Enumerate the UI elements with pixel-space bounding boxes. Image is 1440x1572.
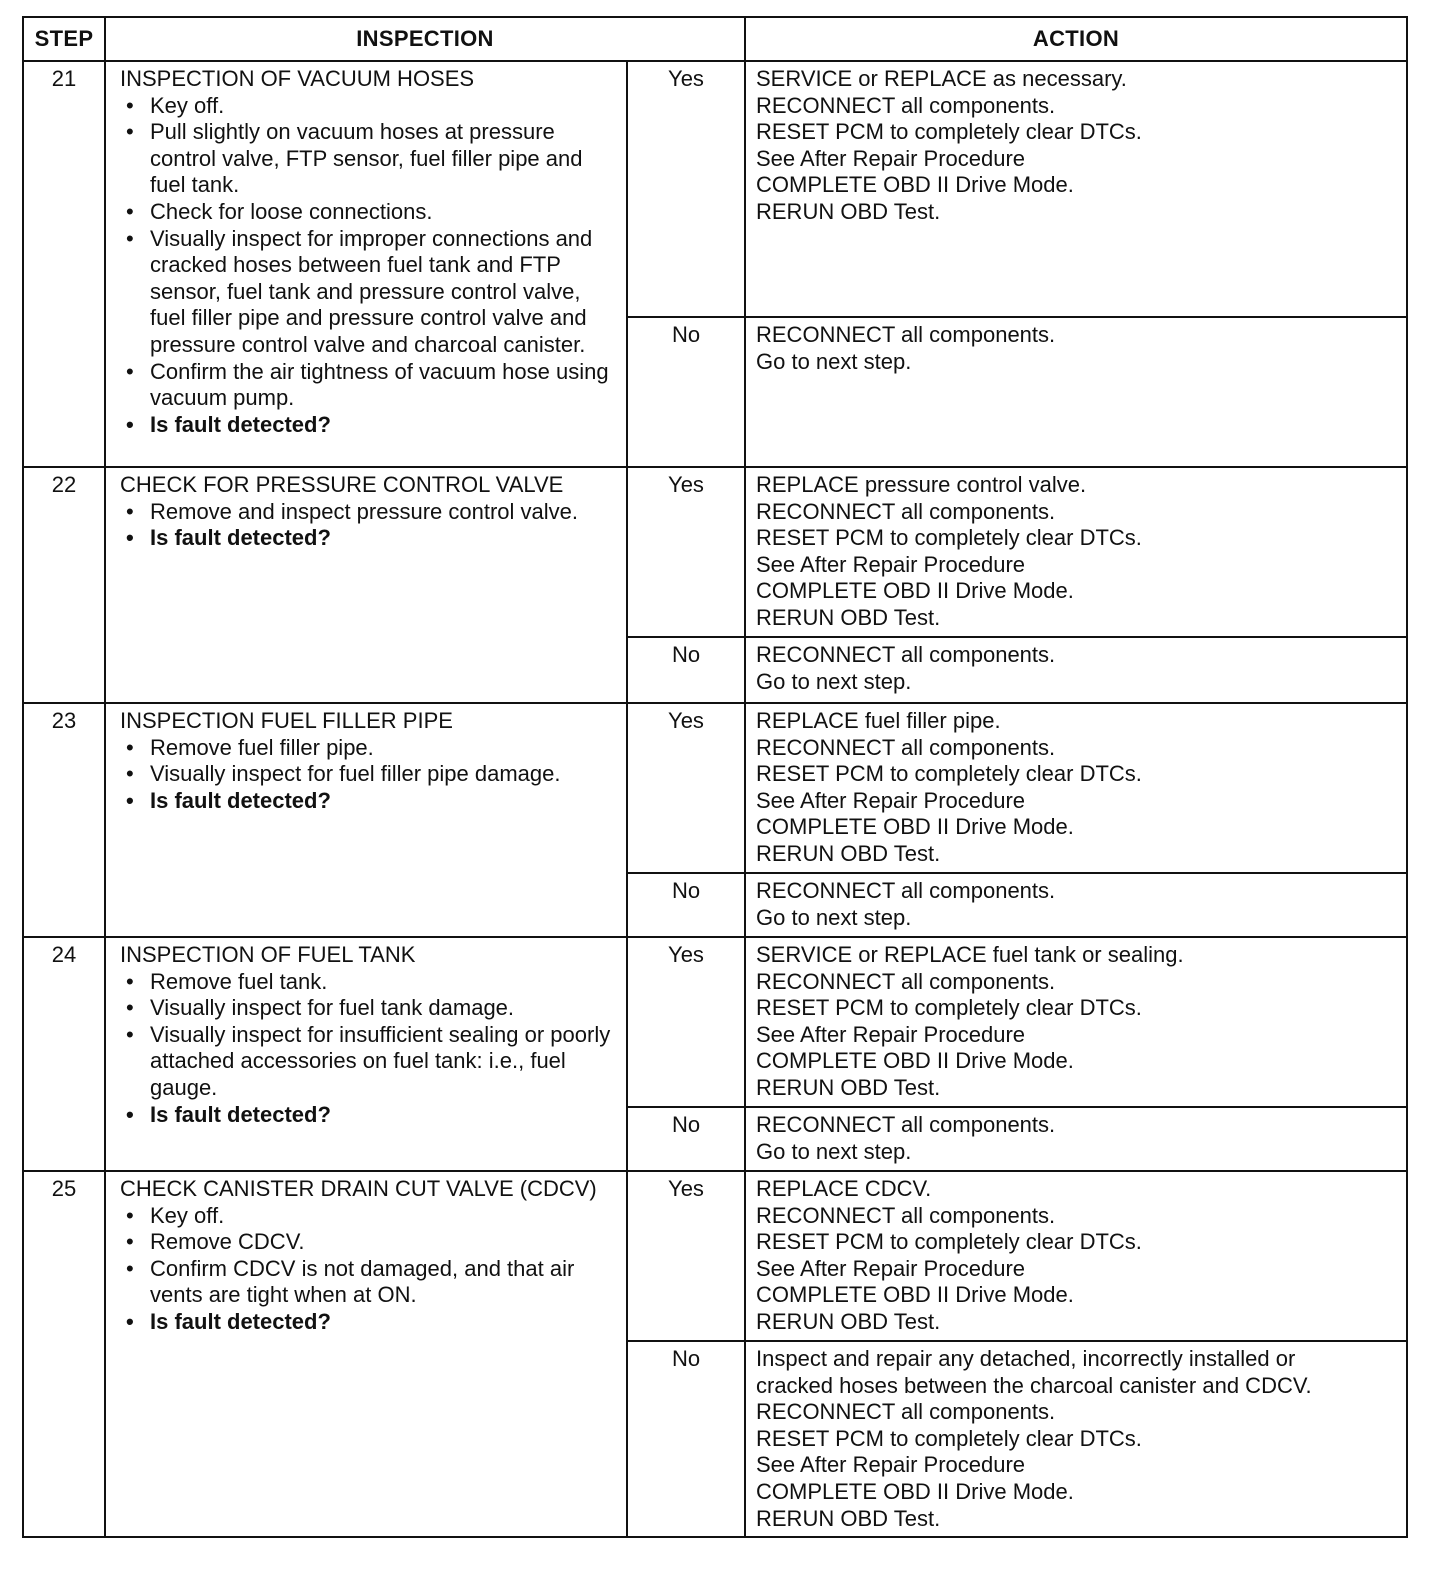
no-label: No (627, 637, 745, 703)
inspection-cell (105, 937, 627, 1171)
diagnostic-page (22, 16, 1406, 1538)
action-line: SERVICE or REPLACE as necessary. (756, 66, 1127, 91)
action-line: COMPLETE OBD II Drive Mode. (756, 1282, 1074, 1308)
step-number: 24 (23, 937, 105, 1171)
action-header: ACTION (745, 17, 1407, 61)
action-line: RESET PCM to completely clear DTCs. (756, 119, 1142, 145)
step-number: 25 (23, 1171, 105, 1537)
action-line: Go to next step. (756, 668, 912, 694)
inspection-step: • Visually inspect for insufficient sealing or poorly attached accessories on fuel tank: i.e., fuel gauge. (120, 1022, 616, 1102)
step-number: 22 (23, 467, 105, 703)
inspection-step: • Key off. (120, 93, 616, 120)
yes-actions (745, 467, 1407, 637)
action-line: REPLACE pressure control valve. (756, 472, 1087, 497)
no-label: No (627, 1107, 745, 1171)
action-line: RESET PCM to completely clear DTCs. (756, 1425, 1142, 1451)
inspection-cell (105, 467, 627, 703)
no-label: No (627, 873, 745, 937)
inspection-step: • Confirm the air tightness of vacuum hose using vacuum pump. (120, 359, 616, 412)
action-line: RESET PCM to completely clear DTCs. (756, 995, 1142, 1021)
inspection-step: • Remove fuel filler pipe. (120, 735, 616, 762)
yes-label: Yes (627, 1171, 745, 1341)
inspection-title: CHECK FOR PRESSURE CONTROL VALVE (120, 472, 564, 497)
yes-actions (745, 703, 1407, 873)
inspection-step: • Check for loose connections. (120, 199, 616, 226)
inspection-steps (120, 735, 616, 815)
no-actions (745, 1107, 1407, 1171)
action-line: REPLACE fuel filler pipe. (756, 708, 1001, 733)
inspection-cell (105, 1171, 627, 1537)
yes-label: Yes (627, 61, 745, 317)
action-line: Inspect and repair any detached, incorrectly installed or (756, 1346, 1296, 1371)
action-line: COMPLETE OBD II Drive Mode. (756, 172, 1074, 198)
step-row-yes (23, 1171, 1407, 1341)
yes-actions (745, 1171, 1407, 1341)
no-actions (745, 317, 1407, 467)
action-line: REPLACE CDCV. (756, 1176, 932, 1201)
no-actions (745, 1341, 1407, 1537)
inspection-title: INSPECTION OF FUEL TANK (120, 942, 416, 967)
inspection-step: • Key off. (120, 1203, 616, 1230)
fault-question: • Is fault detected? (120, 412, 616, 439)
action-line: Go to next step. (756, 904, 912, 930)
action-line: RESET PCM to completely clear DTCs. (756, 525, 1142, 551)
fault-question: • Is fault detected? (120, 788, 616, 815)
action-line: RECONNECT all components. (756, 1202, 1056, 1228)
fault-question: • Is fault detected? (120, 1309, 616, 1336)
action-line: See After Repair Procedure (756, 1021, 1026, 1047)
action-line: See After Repair Procedure (756, 1452, 1026, 1478)
action-line: COMPLETE OBD II Drive Mode. (756, 814, 1074, 840)
header-row (23, 17, 1407, 61)
action-line: RESET PCM to completely clear DTCs. (756, 761, 1142, 787)
step-number: 23 (23, 703, 105, 937)
fault-question: • Is fault detected? (120, 1102, 616, 1129)
inspection-step: • Visually inspect for fuel filler pipe damage. (120, 761, 616, 788)
action-line: RECONNECT all components. (756, 878, 1056, 903)
inspection-step: • Remove CDCV. (120, 1229, 616, 1256)
action-line: RECONNECT all components. (756, 498, 1056, 524)
action-line: RERUN OBD Test. (756, 1308, 941, 1334)
inspection-step: • Visually inspect for fuel tank damage. (120, 995, 616, 1022)
inspection-steps (120, 93, 616, 439)
inspection-title: INSPECTION OF VACUUM HOSES (120, 66, 475, 91)
action-line: SERVICE or REPLACE fuel tank or sealing. (756, 942, 1184, 967)
no-label: No (627, 1341, 745, 1537)
inspection-step: • Remove and inspect pressure control valve. (120, 499, 616, 526)
action-line: RERUN OBD Test. (756, 840, 941, 866)
action-line: See After Repair Procedure (756, 1255, 1026, 1281)
action-line: Go to next step. (756, 1138, 912, 1164)
inspection-steps (120, 969, 616, 1129)
action-line: RECONNECT all components. (756, 1399, 1056, 1425)
action-line: See After Repair Procedure (756, 551, 1026, 577)
inspection-step: • Confirm CDCV is not damaged, and that air vents are tight when at ON. (120, 1256, 616, 1309)
yes-label: Yes (627, 703, 745, 873)
inspection-steps (120, 499, 616, 552)
action-line: COMPLETE OBD II Drive Mode. (756, 1048, 1074, 1074)
inspection-step: • Pull slightly on vacuum hoses at pressure control valve, FTP sensor, fuel filler pipe and fuel tank. (120, 119, 616, 199)
action-line: RECONNECT all components. (756, 734, 1056, 760)
action-line: RERUN OBD Test. (756, 1074, 941, 1100)
step-row-yes (23, 467, 1407, 637)
inspection-cell (105, 703, 627, 937)
step-row-yes (23, 61, 1407, 317)
inspection-cell (105, 61, 627, 467)
action-line: See After Repair Procedure (756, 787, 1026, 813)
yes-label: Yes (627, 467, 745, 637)
action-line: RECONNECT all components. (756, 968, 1056, 994)
action-line: RERUN OBD Test. (756, 198, 941, 224)
step-header: STEP (23, 17, 105, 61)
action-line: See After Repair Procedure (756, 145, 1026, 171)
step-row-yes (23, 703, 1407, 873)
action-line: RECONNECT all components. (756, 92, 1056, 118)
action-line: RESET PCM to completely clear DTCs. (756, 1229, 1142, 1255)
action-line: Go to next step. (756, 348, 912, 374)
action-line: RERUN OBD Test. (756, 1505, 941, 1531)
no-label: No (627, 317, 745, 467)
inspection-header: INSPECTION (105, 17, 745, 61)
inspection-steps (120, 1203, 616, 1336)
action-line: cracked hoses between the charcoal canister and CDCV. (756, 1372, 1312, 1398)
inspection-title: INSPECTION FUEL FILLER PIPE (120, 708, 453, 733)
step-number: 21 (23, 61, 105, 467)
action-line: COMPLETE OBD II Drive Mode. (756, 1478, 1074, 1504)
action-line: COMPLETE OBD II Drive Mode. (756, 578, 1074, 604)
diagnostic-table (22, 16, 1408, 1538)
no-actions (745, 873, 1407, 937)
table-body (23, 61, 1407, 1537)
yes-label: Yes (627, 937, 745, 1107)
inspection-step: • Remove fuel tank. (120, 969, 616, 996)
yes-actions (745, 61, 1407, 317)
yes-actions (745, 937, 1407, 1107)
no-actions (745, 637, 1407, 703)
inspection-title: CHECK CANISTER DRAIN CUT VALVE (CDCV) (120, 1176, 597, 1201)
step-row-yes (23, 937, 1407, 1107)
fault-question: • Is fault detected? (120, 525, 616, 552)
action-line: RECONNECT all components. (756, 322, 1056, 347)
action-line: RERUN OBD Test. (756, 604, 941, 630)
action-line: RECONNECT all components. (756, 642, 1056, 667)
inspection-step: • Visually inspect for improper connections and cracked hoses between fuel tank and FTP sensor, fuel tank and pressure control valve, fuel filler pipe and pressure control valve and pressure control valve and charcoal canister. (120, 226, 616, 359)
action-line: RECONNECT all components. (756, 1112, 1056, 1137)
